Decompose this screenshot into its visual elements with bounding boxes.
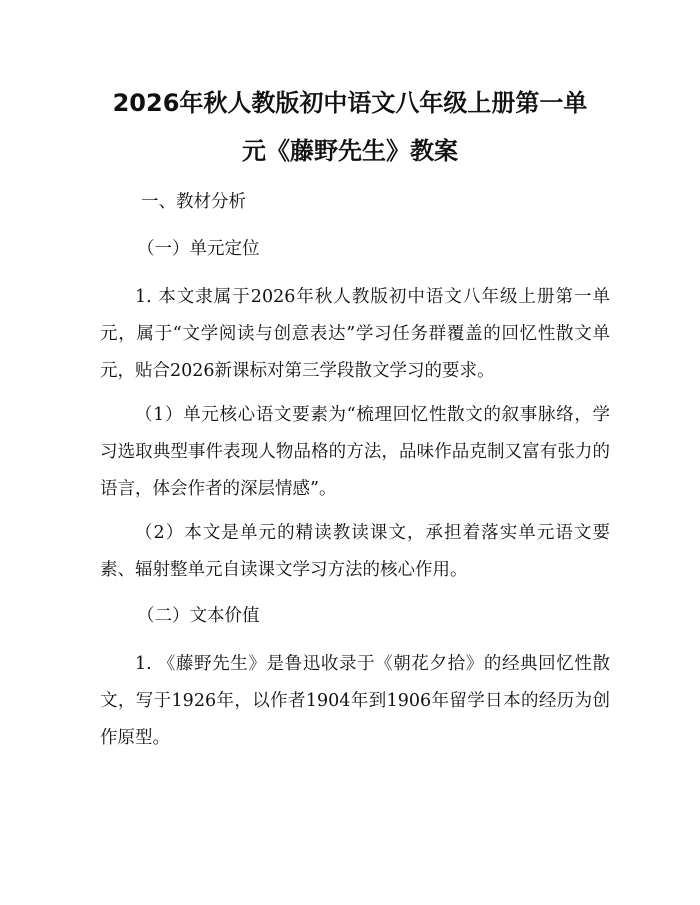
- paragraph-unit-membership: 1. 本文隶属于2026年秋人教版初中语文八年级上册第一单元，属于“文学阅读与创意表达”学习任务群覆盖的回忆性散文单元，贴合2026新课标对第三学段散文学习的要求。: [100, 287, 610, 381]
- paragraph-text-background: 1. 《藤野先生》是鲁迅收录于《朝花夕拾》的经典回忆性散文，写于1926年，以作者1904年到1906年留学日本的经历为创作原型。: [100, 654, 610, 748]
- paragraph-core-language-elements: （1）单元核心语文要素为“梳理回忆性散文的叙事脉络，学习选取典型事件表现人物品格的方法，品味作品克制又富有张力的语言，体会作者的深层情感”。: [100, 405, 610, 499]
- subsection-heading-text-value: （二）文本价值: [137, 606, 260, 626]
- paragraph-intensive-reading-role: （2）本文是单元的精读教读课文，承担着落实单元语文要素、辐射整单元自读课文学习方法的核心作用。: [100, 523, 610, 580]
- document-title-line-1: 2026年秋人教版初中语文八年级上册第一单: [112, 89, 588, 117]
- subsection-heading-unit-positioning: （一）单元定位: [137, 239, 260, 259]
- document-title-line-2: 元《藤野先生》教案: [242, 137, 458, 165]
- section-heading-teaching-material-analysis: 一、教材分析: [141, 192, 246, 212]
